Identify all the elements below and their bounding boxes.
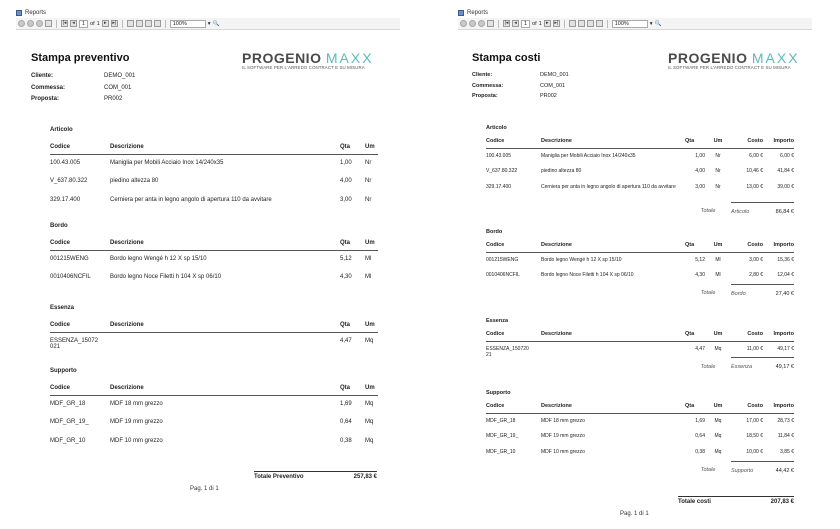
cell-qta: 1,00 (695, 152, 705, 159)
page-title: Stampa preventivo (31, 52, 130, 64)
column-header-descrizione: Descrizione (110, 381, 340, 395)
cell-qta: 5,12 (340, 255, 352, 262)
table-row (50, 395, 378, 414)
cell-codice: 001215WENG (50, 255, 89, 262)
column-header-um: Um (705, 135, 731, 148)
cell-descrizione: MDF 18 mm grezzo (110, 400, 163, 407)
table-header-row (486, 328, 794, 341)
column-header-qta: Qta (340, 381, 365, 395)
cell-descrizione: piedino altezza 80 (541, 168, 582, 174)
page-number-input[interactable]: 1 (79, 20, 88, 28)
page-setup-icon[interactable] (145, 20, 152, 27)
viewer-toolbar (16, 18, 400, 30)
cell-codice: 0010406NCFIL (50, 274, 91, 280)
section-title: Bordo (486, 229, 503, 235)
cell-um: Mq (365, 419, 374, 425)
column-header-descrizione: Descrizione (541, 135, 685, 148)
section-total-label: Totale (700, 363, 716, 370)
column-header-um: Um (365, 140, 378, 154)
cell-qta: 4,47 (340, 337, 352, 344)
cell-qta: 4,00 (340, 178, 352, 184)
table-header-row (50, 236, 378, 250)
section-total-row (486, 358, 794, 376)
section-total-row (486, 461, 794, 479)
cell-um: Ml (715, 256, 721, 263)
column-header-qta: Qta (685, 400, 705, 413)
back-icon[interactable] (478, 20, 485, 27)
cell-um: Nr (715, 184, 721, 190)
cell-importo: 3,85 € (780, 449, 794, 455)
cell-qta: 1,69 (695, 417, 705, 424)
cell-costo: 18,50 € (746, 433, 763, 439)
section-title: Articolo (486, 125, 507, 131)
cell-um: Mq (365, 438, 374, 444)
cell-costo: 11,00 € (746, 345, 763, 352)
section-title: Supporto (486, 390, 511, 396)
column-header-costo: Costo (731, 239, 763, 252)
cell-codice: 0010406NCFIL (486, 272, 520, 278)
search-icon[interactable]: 🔍 (654, 20, 662, 27)
cell-qta: 1,69 (340, 400, 352, 407)
section-total-name: Bordo (731, 284, 763, 302)
column-header-descrizione: Descrizione (541, 400, 685, 413)
column-header-codice: Codice (486, 328, 541, 341)
cell-um: Nr (715, 168, 721, 174)
back-icon[interactable] (36, 20, 43, 27)
cell-descrizione: Maniglia per Mobili Acciaio Inox 14/240x35 (110, 159, 224, 166)
cell-codice: 100.43.005 (486, 152, 512, 159)
cell-um: Nr (365, 197, 372, 203)
cell-um: Ml (365, 255, 372, 262)
section-table (486, 239, 794, 302)
section-total-name: Essenza (731, 358, 763, 376)
cell-codice: V_637.80.322 (50, 178, 88, 184)
cell-um: Nr (365, 178, 372, 184)
column-header-qta: Qta (685, 328, 705, 341)
cell-descrizione: MDF 10 mm grezzo (541, 449, 585, 455)
cell-descrizione: MDF 19 mm grezzo (110, 419, 163, 425)
cell-qta: 5,12 (695, 256, 705, 263)
next-page-icon[interactable]: ▸ (102, 20, 109, 27)
column-header-codice: Codice (486, 135, 541, 148)
cell-descrizione: Cerniera per anta in legno angolo di apertura 110 da avvitare (541, 184, 676, 190)
cell-descrizione: Maniglia per Mobili Acciaio Inox 14/240x35 (541, 152, 636, 159)
app-icon (458, 10, 464, 16)
section-total-value: 86,84 € (763, 202, 794, 220)
section-total-label: Totale (700, 290, 716, 296)
page-of-label: of (90, 20, 95, 27)
table-row (486, 268, 794, 284)
cell-importo: 39,00 € (777, 184, 794, 190)
page-footer: Pag. 1 di 1 (190, 486, 219, 492)
cell-importo: 15,36 € (777, 256, 794, 263)
cell-descrizione (541, 341, 685, 358)
column-header-codice: Codice (50, 236, 110, 250)
window-title: Reports (467, 10, 489, 16)
table-row (486, 413, 794, 429)
cell-codice: MDF_GR_19_ (50, 419, 89, 425)
cell-codice: MDF_GR_10 (50, 438, 86, 444)
column-header-descrizione: Descrizione (110, 140, 340, 154)
column-header-importo: Importo (763, 328, 794, 341)
cell-um: Nr (715, 152, 721, 159)
first-page-icon[interactable]: |◂ (62, 20, 67, 26)
cell-descrizione: Cerniera per anta in legno angolo di apertura 110 da avvitare (110, 197, 272, 203)
cell-costo: 3,00 € (749, 256, 763, 263)
column-header-codice: Codice (50, 318, 110, 332)
table-row (486, 180, 794, 202)
zoom-select[interactable]: 100% (170, 20, 206, 28)
table-row (50, 173, 378, 192)
cell-qta: 1,00 (340, 159, 352, 166)
cell-importo: 11,84 € (777, 433, 794, 439)
section-title: Bordo (50, 223, 68, 229)
cell-um: Mq (714, 417, 722, 424)
cell-descrizione: Bordo legno Noce Filetti h 104 X sp 06/10 (541, 272, 634, 278)
cell-importo: 41,84 € (777, 168, 794, 174)
column-header-costo: Costo (731, 400, 763, 413)
table-row (50, 269, 378, 288)
table-row (486, 445, 794, 461)
cell-codice: 001215WENG (486, 256, 519, 263)
cell-descrizione: piedino altezza 80 (110, 178, 159, 184)
section-table (486, 135, 794, 220)
table-header-row (486, 400, 794, 413)
cell-descrizione: MDF 18 mm grezzo (541, 417, 585, 424)
cell-codice: ESSENZA_15072 021 (50, 337, 99, 350)
cell-importo: 6,00 € (780, 152, 794, 159)
prev-page-icon[interactable]: ◂ (70, 20, 77, 27)
column-header-descrizione: Descrizione (110, 236, 340, 250)
column-header-importo: Importo (763, 135, 794, 148)
table-header-row (50, 140, 378, 154)
cell-codice: MDF_GR_19_ (486, 433, 519, 439)
column-header-importo: Importo (763, 239, 794, 252)
column-header-costo: Costo (731, 135, 763, 148)
section-table (50, 236, 378, 288)
column-header-um: Um (705, 239, 731, 252)
cell-codice: MDF_GR_10 (486, 449, 516, 455)
cell-qta: 4,30 (695, 272, 705, 278)
page-total: 1 (96, 20, 100, 27)
table-row (486, 341, 794, 358)
section-title: Essenza (486, 318, 509, 324)
cell-costo: 10,00 € (746, 449, 763, 455)
cell-costo: 10,46 € (746, 168, 763, 174)
table-header-row (50, 381, 378, 395)
table-row (50, 433, 378, 452)
cell-codice: ESSENZA_150720 21 (486, 345, 529, 358)
cell-codice: 329.17.400 (50, 197, 81, 203)
layout-icon[interactable] (569, 20, 576, 27)
cell-qta: 3,00 (340, 197, 352, 203)
table-row (486, 148, 794, 164)
section-total-value: 49,17 € (763, 358, 794, 376)
section-title: Articolo (50, 127, 73, 133)
column-header-um: Um (705, 328, 731, 341)
save-icon[interactable] (154, 20, 161, 27)
cell-descrizione: Bordo legno Wengé h 12 X sp 15/10 (110, 255, 207, 262)
column-header-codice: Codice (50, 140, 110, 154)
column-header-qta: Qta (340, 140, 365, 154)
cell-um: Mq (365, 337, 374, 344)
column-header-qta: Qta (685, 135, 705, 148)
last-page-icon[interactable]: ▸| (112, 20, 117, 26)
table-header-row (486, 135, 794, 148)
section-total-row (486, 284, 794, 302)
report-viewer-preventivo (16, 8, 400, 492)
column-header-codice: Codice (50, 381, 110, 395)
page-number-input[interactable]: 1 (521, 20, 530, 28)
cell-qta: 0,64 (340, 419, 352, 425)
cell-um: Ml (715, 272, 721, 278)
table-row (486, 429, 794, 445)
grand-total: Totale Preventivo 257,83 € (254, 471, 377, 480)
section-table (50, 140, 378, 211)
table-row (50, 154, 378, 173)
cell-qta: 4,30 (340, 274, 352, 280)
section-total-value: 44,42 € (763, 461, 794, 479)
cell-descrizione (110, 332, 340, 351)
cell-qta: 4,47 (695, 345, 705, 352)
section-table (50, 318, 378, 351)
column-header-qta: Qta (685, 239, 705, 252)
cell-codice: 329.17.400 (486, 184, 512, 190)
section-total-name: Supporto (731, 461, 763, 479)
refresh-icon[interactable] (27, 20, 34, 27)
grand-total: Totale costi 207,83 € (678, 496, 794, 505)
table-row (50, 192, 378, 211)
header-meta: Cliente: DEMO_001 Commessa: COM_001 Proposta: PR002 (472, 72, 569, 99)
cell-qta: 0,38 (695, 449, 705, 455)
table-row (50, 332, 378, 351)
chevron-down-icon[interactable]: ▾ (207, 20, 211, 27)
report-viewer-costi (458, 8, 812, 517)
stop-icon[interactable] (460, 20, 467, 27)
layout-icon[interactable] (127, 20, 134, 27)
cell-um: Mq (365, 400, 374, 407)
page-setup-icon[interactable] (587, 20, 594, 27)
chevron-down-icon[interactable]: ▾ (649, 20, 653, 27)
save-icon[interactable] (596, 20, 603, 27)
column-header-codice: Codice (486, 239, 541, 252)
section-table (50, 381, 378, 452)
export-icon[interactable] (45, 20, 52, 27)
column-header-qta: Qta (340, 236, 365, 250)
cell-qta: 0,64 (695, 433, 705, 439)
table-row (486, 164, 794, 180)
window-title: Reports (25, 10, 47, 16)
column-header-um: Um (705, 400, 731, 413)
section-title: Supporto (50, 368, 77, 374)
page-title: Stampa costi (472, 52, 541, 64)
column-header-um: Um (365, 318, 378, 332)
print-icon[interactable] (578, 20, 585, 27)
cell-costo: 13,00 € (746, 184, 763, 190)
stop-icon[interactable] (18, 20, 25, 27)
section-total-row (486, 202, 794, 220)
cell-importo: 28,73 € (777, 417, 794, 424)
column-header-um: Um (365, 381, 378, 395)
cell-descrizione: Bordo legno Wengé h 12 X sp 15/10 (541, 256, 622, 263)
cell-costo: 6,00 € (749, 152, 763, 159)
progenio-logo: PROGENIO MAXX IL SOFTWARE PER L'ARREDO CONTRACT E SU MISURA (668, 50, 800, 70)
cell-importo: 49,17 € (777, 345, 794, 352)
column-header-um: Um (365, 236, 378, 250)
section-table (486, 400, 794, 479)
section-total-value: 27,40 € (763, 284, 794, 302)
column-header-costo: Costo (731, 328, 763, 341)
page-footer: Pag. 1 di 1 (620, 511, 649, 517)
page-total: 1 (538, 20, 542, 27)
column-header-descrizione: Descrizione (110, 318, 340, 332)
cell-codice: V_637.80.322 (486, 168, 518, 174)
first-page-icon[interactable]: |◂ (504, 20, 509, 26)
cell-costo: 17,00 € (746, 417, 763, 424)
cell-qta: 0,38 (340, 438, 352, 444)
cell-qta: 4,00 (695, 168, 705, 174)
cell-um: Mq (714, 433, 722, 439)
progenio-logo: PROGENIO MAXX IL SOFTWARE PER L'ARREDO CONTRACT E SU MISURA (242, 50, 374, 70)
next-page-icon[interactable]: ▸ (544, 20, 551, 27)
cell-descrizione: MDF 19 mm grezzo (541, 433, 585, 439)
cell-qta: 3,00 (695, 184, 705, 190)
cell-um: Mq (714, 449, 722, 455)
cell-descrizione: Bordo legno Noce Filetti h 104 X sp 06/10 (110, 274, 222, 280)
print-icon[interactable] (136, 20, 143, 27)
app-icon (16, 10, 22, 16)
search-icon[interactable]: 🔍 (212, 20, 220, 27)
last-page-icon[interactable]: ▸| (554, 20, 559, 26)
cell-um: Ml (365, 274, 372, 280)
table-row (50, 250, 378, 269)
page-of-label: of (532, 20, 537, 27)
table-row (486, 252, 794, 268)
section-total-label: Totale (700, 208, 716, 214)
table-row (50, 414, 378, 433)
cell-codice: 100.43.005 (50, 159, 81, 166)
window-title-bar (458, 8, 812, 18)
prev-page-icon[interactable]: ◂ (512, 20, 519, 27)
cell-importo: 12,04 € (777, 272, 794, 278)
table-header-row (486, 239, 794, 252)
section-total-name: Articolo (731, 202, 763, 220)
section-table (486, 328, 794, 376)
window-title-bar (16, 8, 400, 18)
column-header-descrizione: Descrizione (541, 239, 685, 252)
cell-codice: MDF_GR_18 (50, 400, 86, 407)
section-total-label: Totale (700, 467, 716, 473)
cell-codice: MDF_GR_18 (486, 417, 516, 424)
cell-um: Nr (365, 159, 372, 166)
cell-um: Mq (714, 345, 722, 352)
zoom-select[interactable]: 100% (612, 20, 648, 28)
header-meta: Cliente: DEMO_001 Commessa: COM_001 Proposta: PR002 (31, 73, 136, 102)
table-header-row (50, 318, 378, 332)
cell-descrizione: MDF 10 mm grezzo (110, 438, 163, 444)
column-header-qta: Qta (340, 318, 365, 332)
column-header-importo: Importo (763, 400, 794, 413)
viewer-toolbar (458, 18, 812, 30)
cell-costo: 2,80 € (749, 272, 763, 278)
export-icon[interactable] (487, 20, 494, 27)
column-header-codice: Codice (486, 400, 541, 413)
column-header-descrizione: Descrizione (541, 328, 685, 341)
section-title: Essenza (50, 305, 75, 311)
refresh-icon[interactable] (469, 20, 476, 27)
